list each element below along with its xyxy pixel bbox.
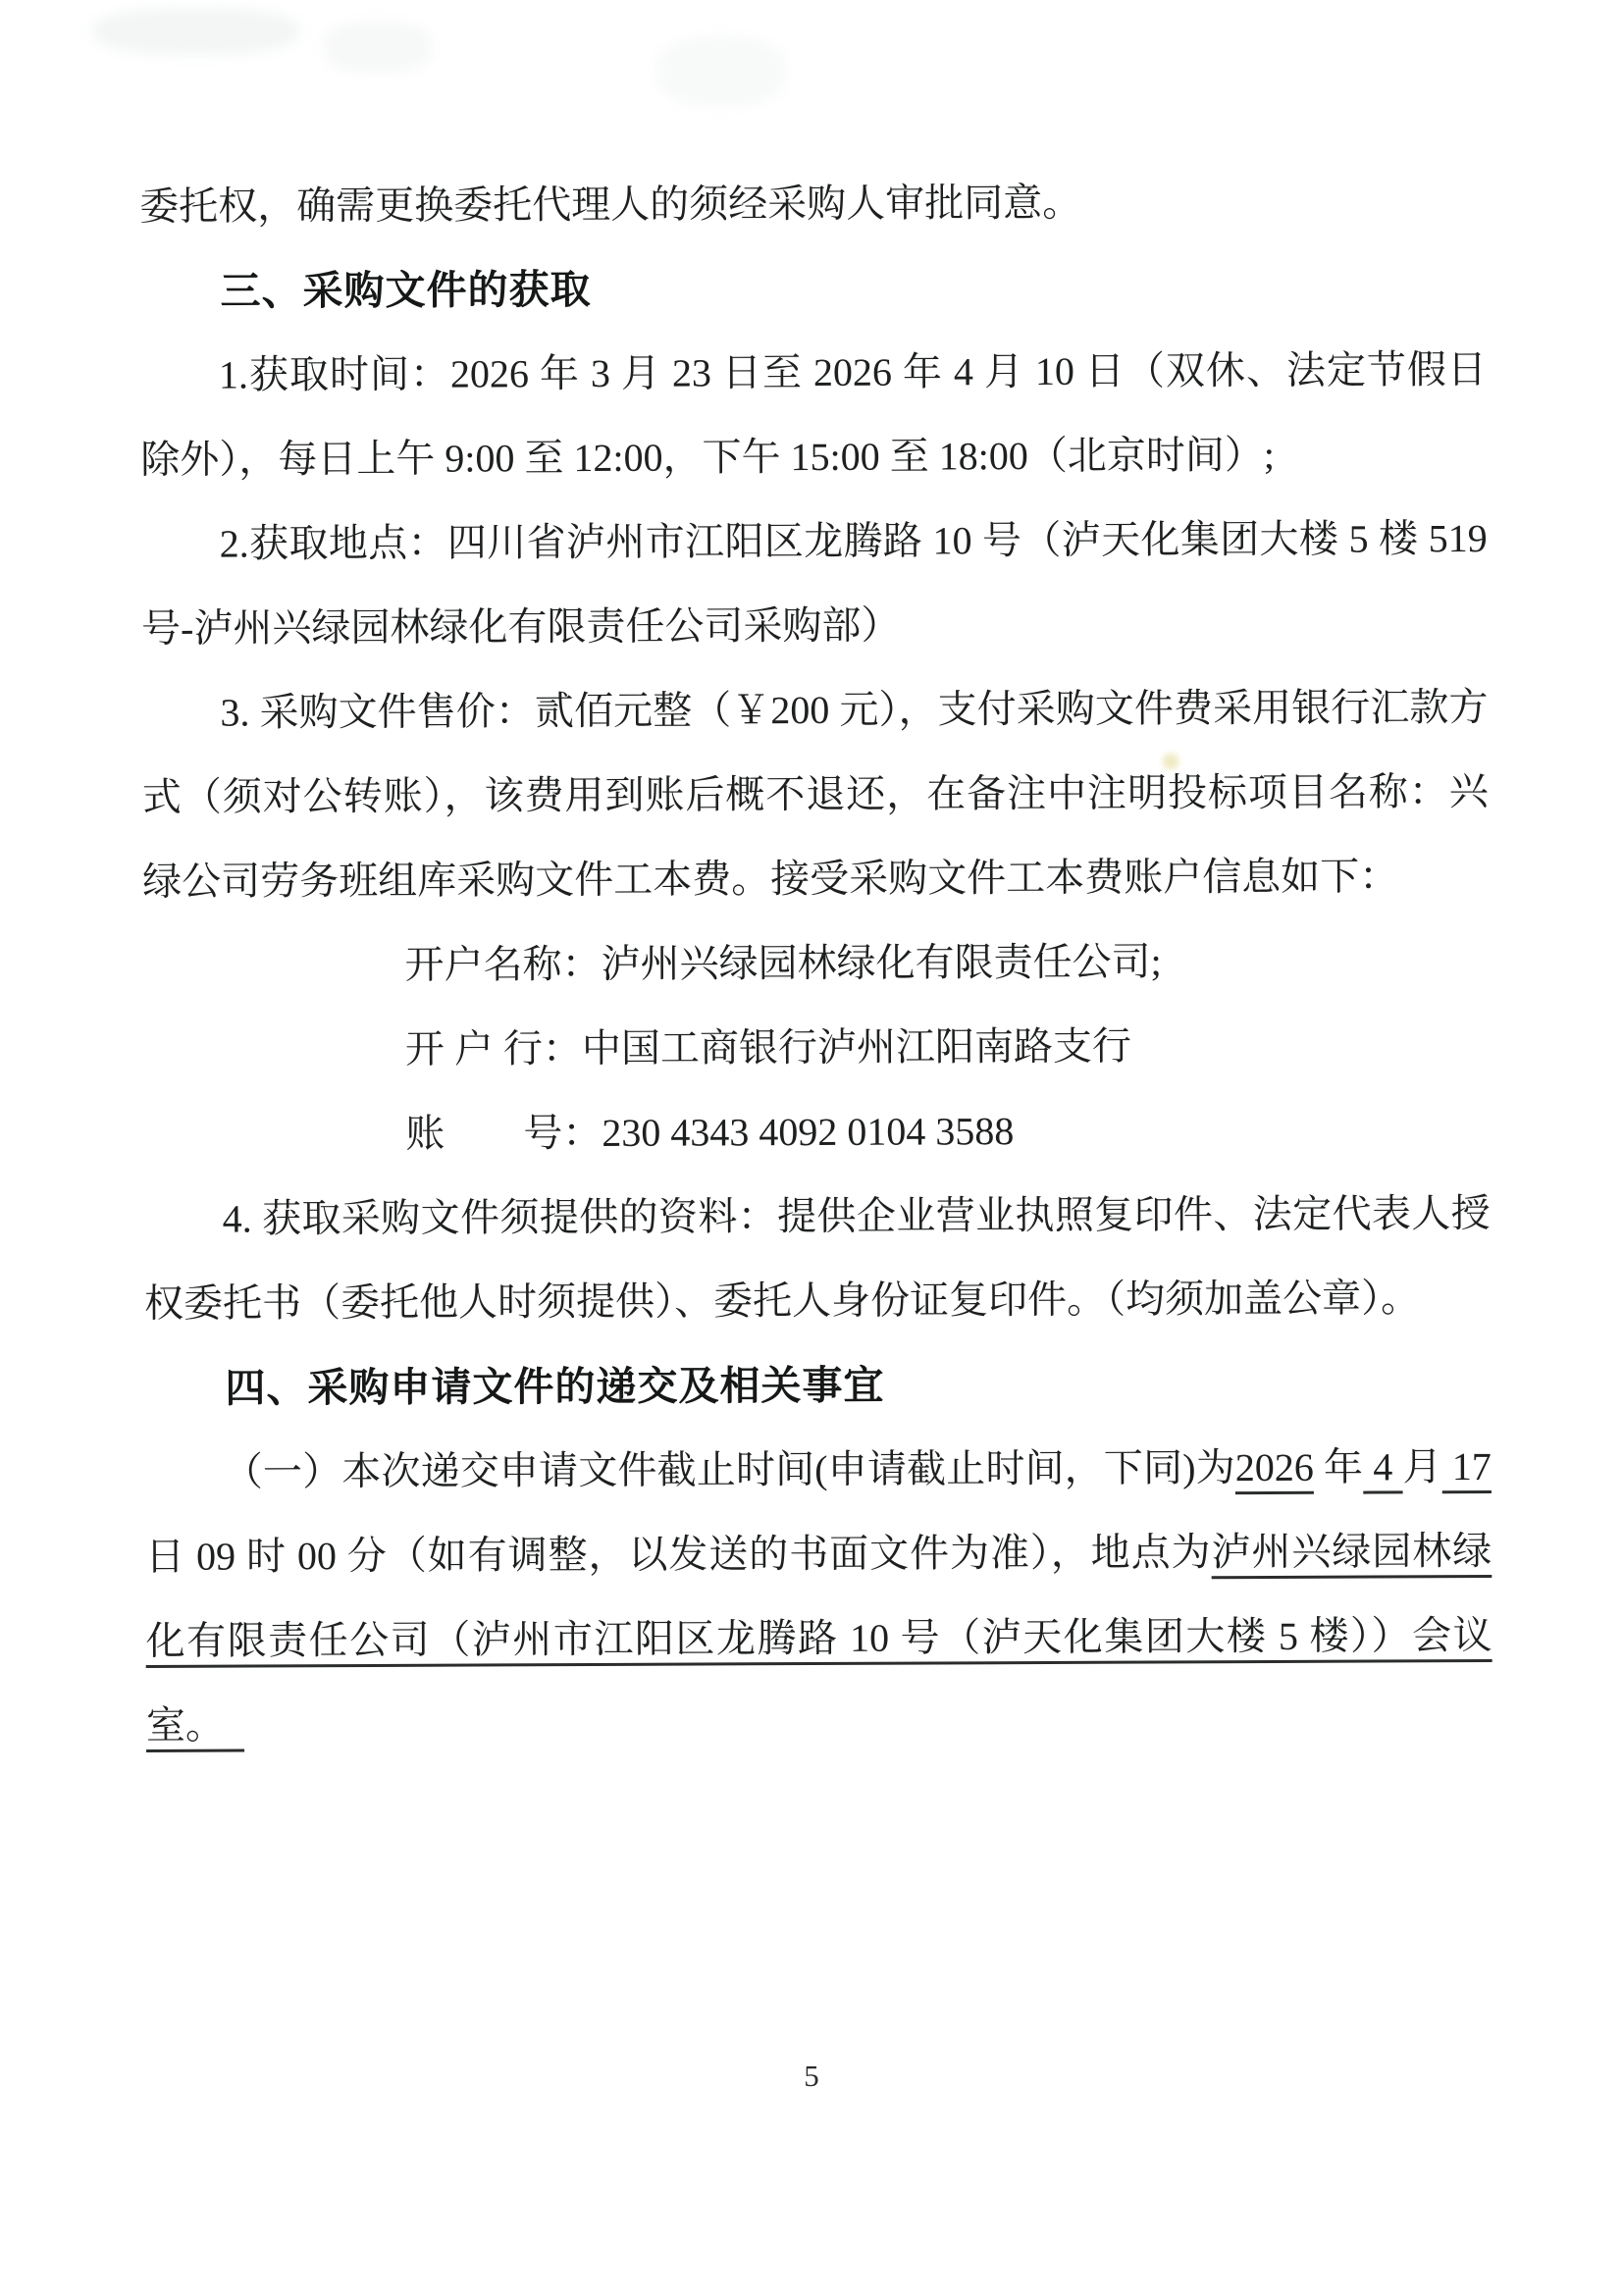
page-number: 5: [804, 2059, 819, 2093]
deadline-intro-text: （一）本次递交申请文件截止时间(申请截止时间，下同)为: [223, 1445, 1235, 1494]
bank-account-number: 账 号：230 4343 4092 0104 3588: [405, 1109, 1015, 1156]
bank-branch: 开 户 行：中国工商银行泸州江阳南路支行: [404, 1023, 1132, 1071]
paragraph-required-materials: 4. 获取采购文件须提供的资料：提供企业营业执照复印件、法定代表人授权委托书（委托他人时须提供）、委托人身份证复印件。（均须加盖公章）。: [143, 1190, 1491, 1326]
section-3-heading: 三、采购文件的获取: [220, 266, 592, 314]
bank-info-block: [142, 918, 1490, 1177]
scan-smudge: [93, 8, 299, 55]
deadline-location-underlined: 泸州兴绿园林绿化有限责任公司（泸州市江阳区龙腾路 10 号（泸天化集团大楼 5 楼））会议室。: [145, 1528, 1492, 1748]
deadline-time-text: 日 09 时 00 分（如有调整，以发送的书面文件为准），地点为: [145, 1530, 1212, 1579]
deadline-day-value: 17: [1441, 1443, 1492, 1489]
paragraph-submission-deadline: [145, 1425, 1492, 1768]
deadline-month-value: 4: [1363, 1444, 1403, 1489]
paragraph-document-price: 3. 采购文件售价：贰佰元整（￥200 元），支付采购文件费采用银行汇款方式（须对公转账），该费用到账后概不退还，在备注中注明投标项目名称：兴绿公司劳务班组库采购文件工本费。接受采购文件工本费账户信息如下：: [141, 685, 1489, 904]
deadline-year-label: 年: [1313, 1444, 1364, 1489]
bank-account-name: 开户名称：泸州兴绿园林绿化有限责任公司;: [404, 939, 1162, 987]
scan-smudge: [657, 37, 785, 106]
deadline-year-value: 2026: [1234, 1444, 1314, 1490]
deadline-month-label: 月: [1402, 1444, 1442, 1489]
paragraph-continuation: 委托权，确需更换委托代理人的须经采购人审批同意。: [139, 180, 1082, 229]
document-content: [139, 159, 1492, 1768]
section-4-heading: 四、采购申请文件的递交及相关事宜: [225, 1362, 885, 1411]
paragraph-obtain-place: 2.获取地点：四川省泸州市江阳区龙腾路 10 号（泸天化集团大楼 5 楼 519 号-泸州兴绿园林绿化有限责任公司采购部）: [140, 516, 1488, 651]
paragraph-obtain-time: 1.获取时间：2026 年 3 月 23 日至 2026 年 4 月 10 日（双休、法定节假日除外），每日上午 9:00 至 12:00，下午 15:00 至 18:00（北京时间）;: [140, 347, 1488, 482]
scan-smudge: [324, 22, 432, 73]
